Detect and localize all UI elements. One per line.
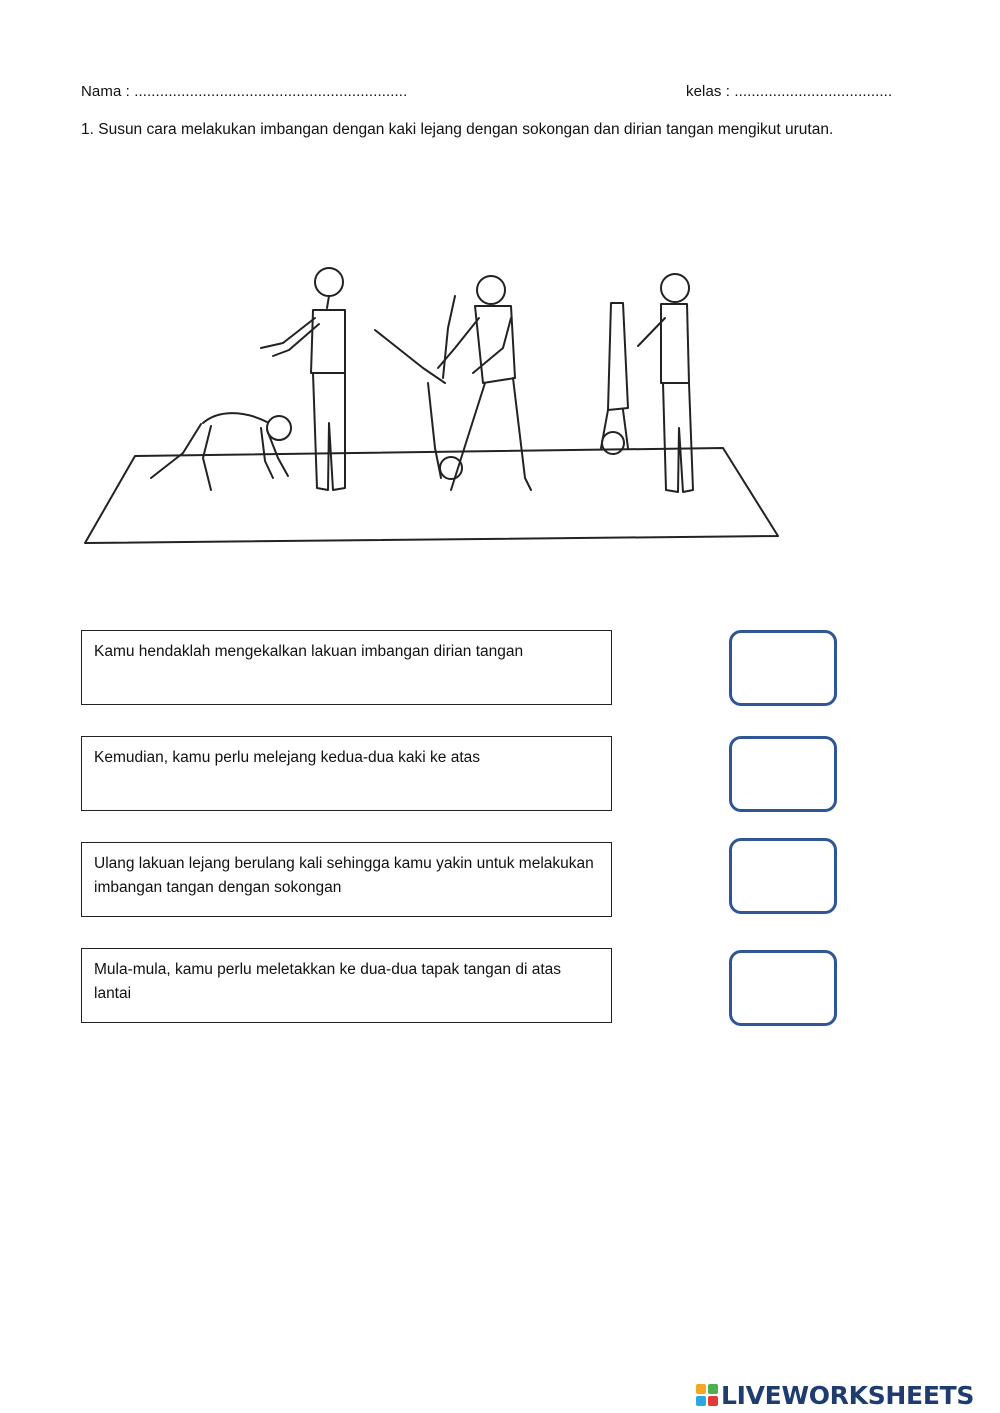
logo-square-1 <box>696 1384 706 1394</box>
name-field-label: Nama : ................................................................ <box>81 83 408 100</box>
step-box-4: Mula-mula, kamu perlu meletakkan ke dua-dua tapak tangan di atas lantai <box>81 948 612 1023</box>
figure-kick-up <box>375 276 531 490</box>
logo-square-4 <box>708 1396 718 1406</box>
handstand-illustration <box>83 178 785 590</box>
step-box-2: Kemudian, kamu perlu melejang kedua-dua kaki ke atas <box>81 736 612 811</box>
answer-box-1[interactable] <box>729 630 837 706</box>
logo-square-2 <box>708 1384 718 1394</box>
mat-shape <box>85 448 778 543</box>
figure-standing <box>261 268 345 490</box>
class-field-label: kelas : ..................................... <box>686 83 893 100</box>
answer-box-2[interactable] <box>729 736 837 812</box>
step-box-3: Ulang lakuan lejang berulang kali sehingga kamu yakin untuk melakukan imbangan tangan dengan sokongan <box>81 842 612 917</box>
logo-text: LIVEWORKSHEETS <box>721 1380 975 1410</box>
figure-crouching <box>151 413 291 490</box>
liveworksheets-logo-icon <box>696 1384 718 1406</box>
logo-square-3 <box>696 1396 706 1406</box>
question-text: 1. Susun cara melakukan imbangan dengan kaki lejang dengan sokongan dan dirian tangan mengikut urutan. <box>81 121 834 138</box>
answer-box-3[interactable] <box>729 838 837 914</box>
figure-handstand <box>601 274 693 492</box>
answer-box-4[interactable] <box>729 950 837 1026</box>
step-box-1: Kamu hendaklah mengekalkan lakuan imbangan dirian tangan <box>81 630 612 705</box>
liveworksheets-logo <box>696 1380 974 1410</box>
